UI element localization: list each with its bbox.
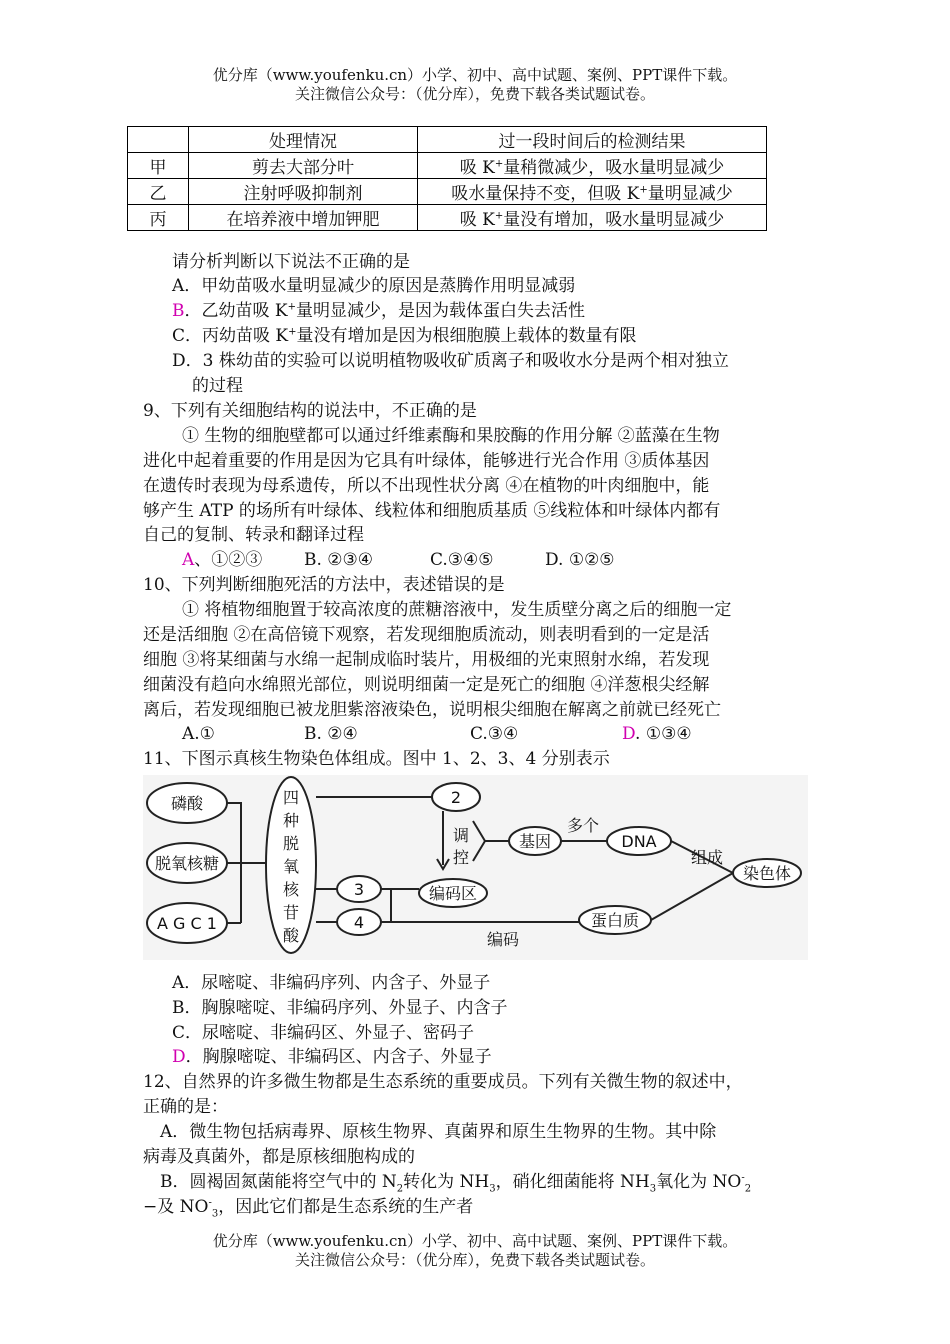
option-text: ，因此它们都是生态系统的生产者	[218, 1197, 474, 1217]
result-part: 量稍微减少，吸水量明显减少	[503, 158, 725, 178]
answer-letter: D	[622, 724, 636, 744]
q11-option-d	[172, 1045, 492, 1069]
q12-option-b	[160, 1170, 751, 1194]
row-result	[418, 179, 767, 205]
q12-stem-cont: 正确的是：	[143, 1097, 228, 1117]
option-text: 量明显减少，是因为载体蛋白失去活性	[296, 301, 585, 321]
option-text: 量没有增加是因为根细胞膜上载体的数量有限	[296, 326, 637, 346]
label-3: 3	[353, 880, 365, 899]
table-row	[128, 205, 767, 231]
ion-charge: +	[494, 158, 504, 170]
q10-option-a: A.①	[182, 724, 215, 744]
q12-option-a: A．微生物包括病毒界、原核生物界、真菌界和原生生物界的生物。其中除	[160, 1122, 717, 1142]
encode-label: 编码	[486, 930, 520, 949]
phosphate-label: 磷酸	[170, 794, 204, 813]
chromosome-label: 染色体	[742, 864, 792, 883]
row-label: 丙	[128, 205, 189, 231]
result-part: 吸 K	[459, 210, 495, 230]
superscript: -	[208, 1197, 212, 1209]
label-2: 2	[450, 788, 462, 807]
ion-charge: +	[287, 301, 296, 313]
q10-option-c: C.③④	[470, 724, 519, 744]
bases-label: A G C 1	[157, 914, 217, 933]
subscript: 2	[744, 1183, 752, 1195]
header-line-1: 优分库（www.youfenku.cn）小学、初中、高中试题、案例、PPT课件下载。	[212, 66, 738, 84]
q10-stem: 10、下列判断细胞死活的方法中，表述错误的是	[143, 575, 505, 595]
header-line-2: 关注微信公众号：（优分库），免费下载各类试题试卷。	[294, 85, 655, 103]
q11-option-a: A．尿嘧啶、非编码序列、内含子、外显子	[172, 973, 491, 993]
ion-charge: +	[288, 326, 297, 338]
q9-option-b: B. ②③④	[304, 550, 374, 570]
table-header-cell: 处理情况	[189, 127, 418, 153]
option-text: −及 NO	[143, 1197, 209, 1217]
label-4: 4	[353, 913, 365, 932]
q8-option-d: D．3 株幼苗的实验可以说明植物吸收矿质离子和吸收水分是两个相对独立	[172, 351, 729, 371]
q11-option-c: C．尿嘧啶、非编码区、外显子、密码子	[172, 1023, 475, 1043]
results-table	[127, 126, 767, 231]
q9-option-c: C.③④⑤	[430, 550, 494, 570]
subscript: 3	[649, 1183, 657, 1195]
subscript: 2	[396, 1183, 404, 1195]
option-text: B．圆褐固氮菌能将空气中的 N	[160, 1172, 397, 1192]
q10-option-b: B. ②④	[304, 724, 358, 744]
q9-body-line: 在遗传时表现为母系遗传，所以不出现性状分离 ④在植物的叶肉细胞中，能	[143, 476, 710, 496]
q9-body-line: 够产生 ATP 的场所有叶绿体、线粒体和细胞质基质 ⑤线粒体和叶绿体内都有	[143, 501, 721, 521]
sugar-label: 脱氧核糖	[154, 854, 220, 873]
dna-label: DNA	[621, 832, 657, 851]
answer-letter: B	[172, 301, 185, 321]
option-text: ．乙幼苗吸 K	[184, 301, 288, 321]
nucleotide-char: 苷	[282, 903, 300, 922]
option-text: 氧化为 NO	[656, 1172, 742, 1192]
subscript: 3	[211, 1208, 219, 1220]
chromosome-diagram	[143, 775, 808, 960]
q12-option-a-cont: 病毒及真菌外，都是原核细胞构成的	[143, 1147, 415, 1167]
option-text: 、①②③	[194, 550, 263, 570]
q9-option-d: D. ①②⑤	[545, 550, 615, 570]
protein-label: 蛋白质	[590, 911, 640, 930]
footer-line-2: 关注微信公众号：（优分库），免费下载各类试题试卷。	[294, 1251, 655, 1269]
q9-stem: 9、下列有关细胞结构的说法中，不正确的是	[143, 401, 477, 421]
q10-body-line: 还是活细胞 ②在高倍镜下观察，若发现细胞质流动，则表明看到的一定是活	[143, 625, 710, 645]
q9-body-line: 自己的复制、转录和翻译过程	[143, 525, 364, 545]
gene-label: 基因	[518, 832, 552, 851]
subscript: 3	[489, 1183, 496, 1195]
option-text: ．胸腺嘧啶、非编码区、内含子、外显子	[185, 1047, 492, 1067]
option-text: ，硝化细菌能将 NH	[495, 1172, 650, 1192]
row-treatment: 注射呼吸抑制剂	[189, 179, 418, 205]
table-header-cell	[128, 127, 189, 153]
answer-letter: D	[172, 1047, 186, 1067]
q8-stem: 请分析判断以下说法不正确的是	[172, 252, 410, 272]
footer-line-1: 优分库（www.youfenku.cn）小学、初中、高中试题、案例、PPT课件下载。	[212, 1232, 738, 1250]
page-footer	[0, 1232, 950, 1270]
row-result	[418, 153, 767, 179]
q8-option-a: A．甲幼苗吸水量明显减少的原因是蒸腾作用明显减弱	[172, 276, 576, 296]
table-row	[128, 153, 767, 179]
nucleotide-char: 四	[282, 788, 300, 807]
q9-body-line: ① 生物的细胞壁都可以通过纤维素酶和果胶酶的作用分解 ②蓝藻在生物	[182, 426, 720, 446]
many-label: 多个	[566, 816, 600, 835]
nucleotide-char: 脱	[282, 834, 300, 853]
result-part: 吸 K	[459, 158, 495, 178]
q10-body-line: 细菌没有趋向水绵照光部位，则说明细菌一定是死亡的细胞 ④洋葱根尖经解	[143, 675, 710, 695]
result-part: 量没有增加，吸水量明显减少	[503, 210, 725, 230]
row-treatment: 剪去大部分叶	[189, 153, 418, 179]
superscript: -	[741, 1172, 745, 1184]
q9-option-a	[182, 548, 262, 572]
q8-option-b	[172, 299, 585, 323]
q10-body-line: 细胞 ③将某细菌与水绵一起制成临时装片，用极细的光束照射水绵，若发现	[143, 650, 710, 670]
q8-option-d-cont: 的过程	[192, 376, 243, 396]
regulate-char: 调	[452, 826, 470, 845]
option-text: C．丙幼苗吸 K	[172, 326, 289, 346]
q12-stem: 12、自然界的许多微生物都是生态系统的重要成员。下列有关微生物的叙述中，	[143, 1072, 743, 1092]
table-header-row	[128, 127, 767, 153]
nucleotide-char: 酸	[282, 926, 300, 945]
q10-body-line: ① 将植物细胞置于较高浓度的蔗糖溶液中，发生质壁分离之后的细胞一定	[182, 600, 732, 620]
row-label: 甲	[128, 153, 189, 179]
result-part: 量明显减少	[647, 184, 733, 204]
option-text: . ①③④	[635, 724, 692, 744]
table-row	[128, 179, 767, 205]
page-header	[0, 66, 950, 104]
q10-option-d	[622, 722, 692, 746]
compose-label: 组成	[690, 848, 724, 867]
ion-charge: +	[639, 184, 648, 196]
q11-stem: 11、下图示真核生物染色体组成。图中 1、2、3、4 分别表示	[143, 749, 610, 769]
q10-body-line: 离后，若发现细胞已被龙胆紫溶液染色，说明根尖细胞在解离之前就已经死亡	[143, 700, 721, 720]
nucleotide-char: 氧	[282, 857, 300, 876]
q11-option-b: B．胸腺嘧啶、非编码序列、外显子、内含子	[172, 998, 508, 1018]
nucleotide-char: 核	[282, 880, 300, 899]
result-part: 吸水量保持不变，但吸 K	[451, 184, 640, 204]
q8-option-c	[172, 324, 637, 348]
table-header-cell: 过一段时间后的检测结果	[418, 127, 767, 153]
regulate-char: 控	[452, 848, 470, 867]
q12-option-b-cont	[143, 1195, 473, 1219]
row-result	[418, 205, 767, 231]
ion-charge: +	[494, 210, 504, 222]
row-label: 乙	[128, 179, 189, 205]
coding-region-label: 编码区	[428, 884, 478, 903]
option-text: 转化为 NH	[403, 1172, 490, 1192]
q9-body-line: 进化中起着重要的作用是因为它具有叶绿体，能够进行光合作用 ③质体基因	[143, 451, 710, 471]
nucleotide-char: 种	[282, 811, 300, 830]
row-treatment: 在培养液中增加钾肥	[189, 205, 418, 231]
answer-letter: A	[182, 550, 195, 570]
